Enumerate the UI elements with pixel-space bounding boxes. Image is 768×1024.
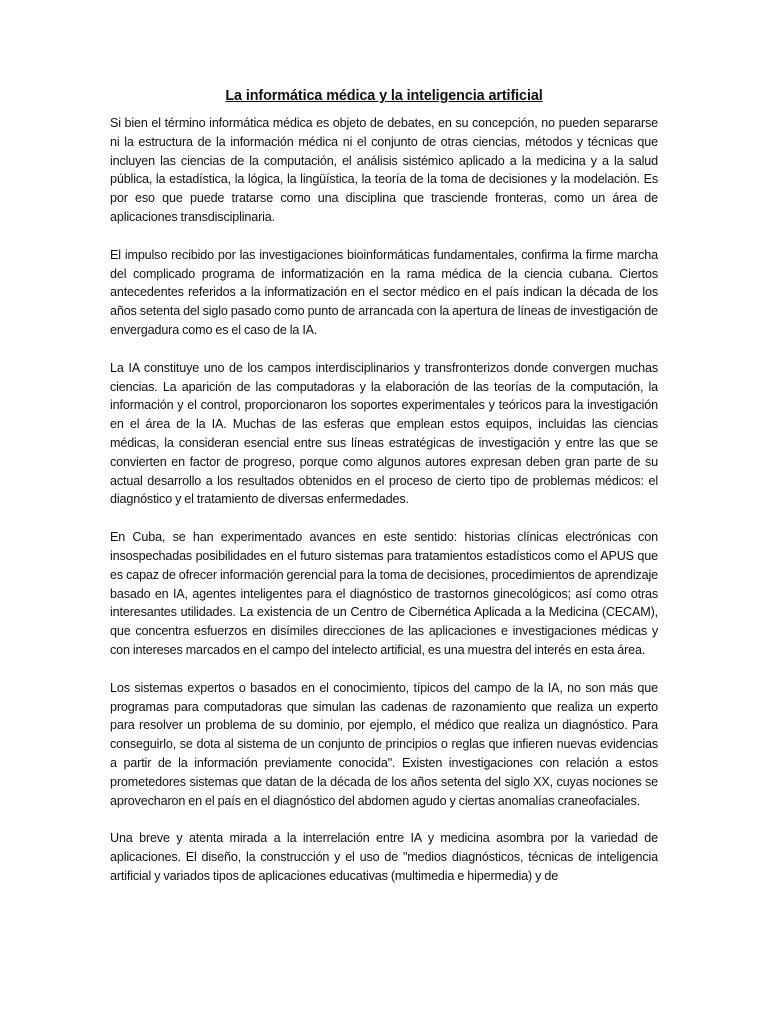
paragraph-1: Si bien el término informática médica es objeto de debates, en su concepción, no pueden separarse ni la estructura de la información médica ni el conjunto de otras ciencias, métodos y técnicas que incluyen las ciencias de la computación, el análisis sistémico aplicado a la medicina y a la salud pública, la estadística, la lógica, la lingüística, la teoría de la toma de decisiones y la modelación. Es por eso que puede tratarse como una disciplina que trasciende fronteras, como un área de aplicaciones transdisciplinaria. bbox=[110, 116, 658, 224]
paragraph-4: En Cuba, se han experimentado avances en este sentido: historias clínicas electrónicas con insospechadas posibilidades en el futuro sistemas para tratamientos estadísticos como el APUS que es capaz de ofrecer información gerencial para la toma de decisiones, procedimientos de aprendizaje basado en IA, agentes inteligentes para el diagnóstico de trastornos ginecológicos; así como otras interesantes utilidades. La existencia de un Centro de Cibernética Aplicada a la Medicina (CECAM), que concentra esfuerzos en disímiles direcciones de las aplicaciones e investigaciones médicas y con intereses marcados en el campo del intelecto artificial, es una muestra del interés en esta área. bbox=[110, 530, 658, 657]
paragraph-6: Una breve y atenta mirada a la interrelación entre IA y medicina asombra por la variedad de aplicaciones. El diseño, la construcción y el uso de "medios diagnósticos, técnicas de inteligencia artificial y variados tipos de aplicaciones educativas (multimedia e hipermedia) y de bbox=[110, 831, 658, 883]
paragraph-3: La IA constituye uno de los campos interdisciplinarios y transfronterizos donde convergen muchas ciencias. La aparición de las computadoras y la elaboración de las teorías de la computación, la información y el control, proporcionaron los soportes experimentales y teóricos para la investigación en el área de la IA. Muchas de las esferas que emplean estos equipos, incluidas las ciencias médicas, la consideran esencial entre sus líneas estratégicas de investigación y entre las que se convierten en factor de progreso, porque como algunos autores expresan deben gran parte de su actual desarrollo a los resultados obtenidos en el proceso de cierto tipo de problemas médicos: el diagnóstico y el tratamiento de diversas enfermedades. bbox=[110, 360, 658, 507]
paragraph-5: Los sistemas expertos o basados en el conocimiento, típicos del campo de la IA, no son más que programas para computadoras que simulan las cadenas de razonamiento que realiza un experto para resolver un problema de su dominio, por ejemplo, el médico que realiza un diagnóstico. Para conseguirlo, se dota al sistema de un conjunto de principios o reglas que infieren nuevas evidencias a partir de la información previamente conocida". Existen investigaciones con relación a estos prometedores sistemas que datan de la década de los años setenta del siglo XX, cuyas nociones se aprovecharon en el país en el diagnóstico del abdomen agudo y ciertas anomalías craneofaciales. bbox=[110, 680, 658, 808]
document-page bbox=[110, 86, 658, 905]
document-title: La informática médica y la inteligencia artificial bbox=[225, 88, 543, 104]
paragraph-2: El impulso recibido por las investigaciones bioinformáticas fundamentales, confirma la firme marcha del complicado programa de informatización en la rama médica de la ciencia cubana. Ciertos antecedentes referidos a la informatización en el sector médico en el país indican la década de los años setenta del siglo pasado como punto de arrancada con la apertura de líneas de investigación de envergadura como es el caso de la IA. bbox=[110, 247, 658, 337]
